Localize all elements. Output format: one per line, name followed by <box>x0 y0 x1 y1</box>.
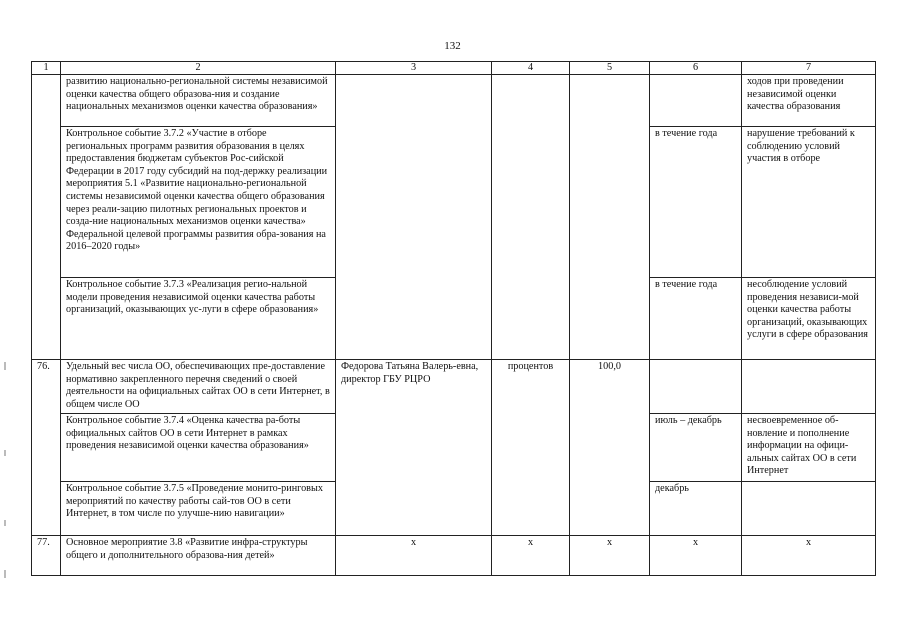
row-responsible: х <box>336 536 492 576</box>
row-unit <box>492 75 570 127</box>
table-row <box>32 536 876 576</box>
table-row <box>32 278 876 360</box>
column-header-1: 1 <box>32 62 61 75</box>
row-risk: несоблюдение условий проведения независи-мой оценки качества работы организаций, оказывающих услуги в сфере образования <box>742 278 876 360</box>
row-risk <box>742 482 876 536</box>
row-description: Основное мероприятие 3.8 «Развитие инфра-структуры общего и дополнительного образова-ния детей» <box>61 536 336 576</box>
row-value <box>570 75 650 127</box>
row-responsible: Федорова Татьяна Валерь-евна, директор ГБУ РЦРО <box>336 360 492 414</box>
row-term: х <box>650 536 742 576</box>
row-number <box>32 127 61 278</box>
row-value <box>570 278 650 360</box>
row-term <box>650 360 742 414</box>
column-header-3: 3 <box>336 62 492 75</box>
row-value <box>570 127 650 278</box>
table-row <box>32 360 876 414</box>
row-number: 77. <box>32 536 61 576</box>
row-value: 100,0 <box>570 360 650 414</box>
row-description: Контрольное событие 3.7.2 «Участие в отборе региональных программ развития образования в целях предоставления бюджетам субъектов Рос-сийской Федерации в 2017 году субсидий на под-держку реализации мероприятия 5.1 «Развитие национально-региональной системы независимой оценки качества общего образования через реали-зацию пилотных региональных проектов и созда-ние национальных механизмов оценки качества» Федеральной целевой программы развития обра-зования на 2016–2020 годы» <box>61 127 336 278</box>
row-description: Контрольное событие 3.7.4 «Оценка качества ра-боты официальных сайтов ОО в сети Интернет в рамках проведения независимой оценки качества образования» <box>61 414 336 482</box>
header-row <box>32 62 876 75</box>
row-value <box>570 482 650 536</box>
row-number: 76. <box>32 360 61 414</box>
row-unit: процентов <box>492 360 570 414</box>
row-value: х <box>570 536 650 576</box>
row-description: Удельный вес числа ОО, обеспечивающих пре-доставление нормативно закрепленного перечня сведений о своей деятельности на официальных сайтах ОО в сети Интернет, в общем числе ОО <box>61 360 336 414</box>
row-number <box>32 75 61 127</box>
row-risk: нарушение требований к соблюдению условий участия в отборе <box>742 127 876 278</box>
row-unit <box>492 127 570 278</box>
row-responsible <box>336 278 492 360</box>
row-term: июль – декабрь <box>650 414 742 482</box>
row-unit <box>492 278 570 360</box>
scan-artifact <box>4 520 6 526</box>
row-unit <box>492 482 570 536</box>
row-unit <box>492 414 570 482</box>
row-responsible <box>336 75 492 127</box>
column-header-4: 4 <box>492 62 570 75</box>
table-row <box>32 414 876 482</box>
row-risk: несвоевременное об-новление и пополнение информации на офици-альных сайтах ОО в сети Интернет <box>742 414 876 482</box>
document-table <box>31 61 876 576</box>
scan-artifact <box>4 570 6 578</box>
row-risk: ходов при проведении независимой оценки качества образования <box>742 75 876 127</box>
row-term: декабрь <box>650 482 742 536</box>
row-description: Контрольное событие 3.7.5 «Проведение монито-ринговых мероприятий по качеству работы сай-тов ОО в сети Интернет, в том числе по улучше-нию навигации» <box>61 482 336 536</box>
column-header-5: 5 <box>570 62 650 75</box>
column-header-6: 6 <box>650 62 742 75</box>
row-term: в течение года <box>650 127 742 278</box>
scan-artifact <box>4 362 6 370</box>
table-row <box>32 127 876 278</box>
row-responsible <box>336 482 492 536</box>
table-row <box>32 75 876 127</box>
row-unit: х <box>492 536 570 576</box>
row-term: в течение года <box>650 278 742 360</box>
row-term <box>650 75 742 127</box>
row-value <box>570 414 650 482</box>
column-header-2: 2 <box>61 62 336 75</box>
column-header-7: 7 <box>742 62 876 75</box>
row-number <box>32 414 61 482</box>
row-risk: х <box>742 536 876 576</box>
row-risk <box>742 360 876 414</box>
row-number <box>32 482 61 536</box>
table-row <box>32 482 876 536</box>
row-responsible <box>336 414 492 482</box>
scan-artifact <box>4 450 6 456</box>
row-description: развитию национально-региональной системы независимой оценки качества общего образова-ния и создание национальных механизмов оценки качества образования» <box>61 75 336 127</box>
row-responsible <box>336 127 492 278</box>
page-number: 132 <box>444 40 461 52</box>
row-description: Контрольное событие 3.7.3 «Реализация регио-нальной модели проведения независимой оценки качества работы организаций, оказывающих ус-луги в сфере образования» <box>61 278 336 360</box>
row-number <box>32 278 61 360</box>
